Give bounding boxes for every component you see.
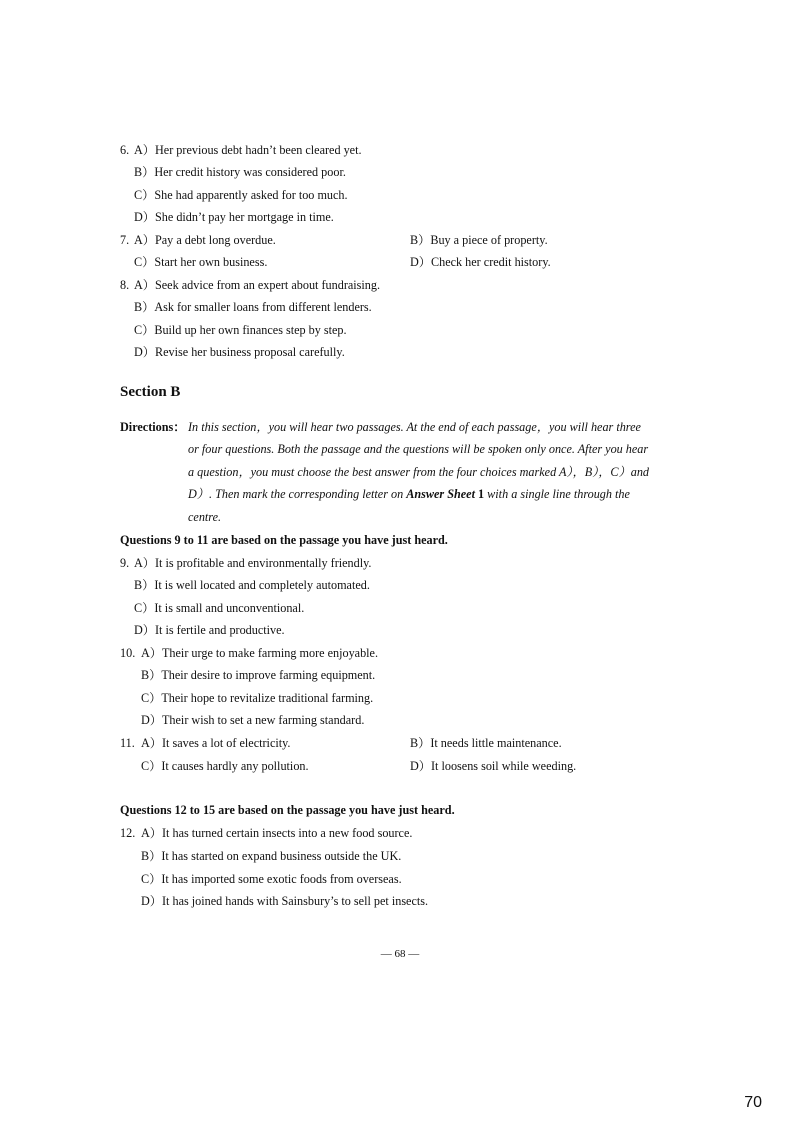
q9-option-a: A）It is profitable and environmentally friendly.	[134, 556, 372, 570]
q11-option-b: B）It needs little maintenance.	[410, 736, 562, 750]
q11-option-c: C）It causes hardly any pollution.	[141, 759, 309, 773]
q9-option-c: C）It is small and unconventional.	[134, 601, 305, 615]
answer-sheet-label: Answer Sheet	[406, 487, 475, 501]
q12-number: 12.	[120, 826, 136, 840]
q7-option-a: A）Pay a debt long overdue.	[134, 233, 276, 247]
q12-option-b: B）It has started on expand business outside the UK.	[141, 849, 402, 863]
q10-number: 10.	[120, 646, 136, 660]
q9-option-d: D）It is fertile and productive.	[134, 623, 285, 637]
directions-line-3: a question，you must choose the best answer from the four choices marked A），B），C）and	[188, 465, 650, 479]
section-b-title: Section B	[120, 384, 181, 400]
q7-option-c: C）Start her own business.	[134, 255, 268, 269]
q8-number: 8.	[120, 278, 130, 292]
q10-option-d: D）Their wish to set a new farming standard.	[141, 713, 365, 727]
q6-option-d: D）She didn’t pay her mortgage in time.	[134, 210, 334, 224]
q12-option-c: C）It has imported some exotic foods from overseas.	[141, 872, 402, 886]
q12-option-a: A）It has turned certain insects into a new food source.	[141, 826, 413, 840]
q6-number: 6.	[120, 143, 130, 157]
q11-option-a: A）It saves a lot of electricity.	[141, 736, 291, 750]
corner-page-number: 70	[744, 1094, 762, 1111]
q6-option-a: A）Her previous debt hadn’t been cleared yet.	[134, 143, 362, 157]
directions-line-1: In this section，you will hear two passages. At the end of each passage，you will hear three	[188, 420, 641, 434]
directions-line-4-pre: D）. Then mark the corresponding letter on	[188, 487, 407, 501]
q8-option-a: A）Seek advice from an expert about fundraising.	[134, 278, 381, 292]
q8-option-d: D）Revise her business proposal carefully.	[134, 345, 345, 359]
page-number: — 68 —	[380, 948, 420, 960]
q9-number: 9.	[120, 556, 130, 570]
q12-option-d: D）It has joined hands with Sainsbury’s to sell pet insects.	[141, 894, 429, 908]
q7-option-d: D）Check her credit history.	[410, 255, 551, 269]
directions-line-5: centre.	[188, 510, 222, 524]
q11-number: 11.	[120, 736, 135, 750]
question-group-1-heading: Questions 9 to 11 are based on the passage you have just heard.	[120, 533, 448, 547]
q9-option-b: B）It is well located and completely automated.	[134, 578, 370, 592]
directions-line-4	[188, 486, 630, 502]
q10-option-a: A）Their urge to make farming more enjoyable.	[141, 646, 379, 660]
directions-line-4-post: with a single line through the	[484, 487, 630, 501]
q10-option-c: C）Their hope to revitalize traditional farming.	[141, 691, 374, 705]
q7-number: 7.	[120, 233, 130, 247]
directions-line-2: or four questions. Both the passage and the questions will be spoken only once. After you hear	[188, 442, 649, 456]
q8-option-b: B）Ask for smaller loans from different lenders.	[134, 300, 372, 314]
answer-sheet-number: 1	[474, 487, 485, 501]
q7-option-b: B）Buy a piece of property.	[410, 233, 548, 247]
question-group-2-heading: Questions 12 to 15 are based on the passage you have just heard.	[120, 803, 455, 817]
q8-option-c: C）Build up her own finances step by step.	[134, 323, 347, 337]
q11-option-d: D）It loosens soil while weeding.	[410, 759, 577, 773]
q6-option-c: C）She had apparently asked for too much.	[134, 188, 348, 202]
q10-option-b: B）Their desire to improve farming equipment.	[141, 668, 376, 682]
directions-label: Directions：	[120, 420, 186, 434]
q6-option-b: B）Her credit history was considered poor.	[134, 165, 346, 179]
